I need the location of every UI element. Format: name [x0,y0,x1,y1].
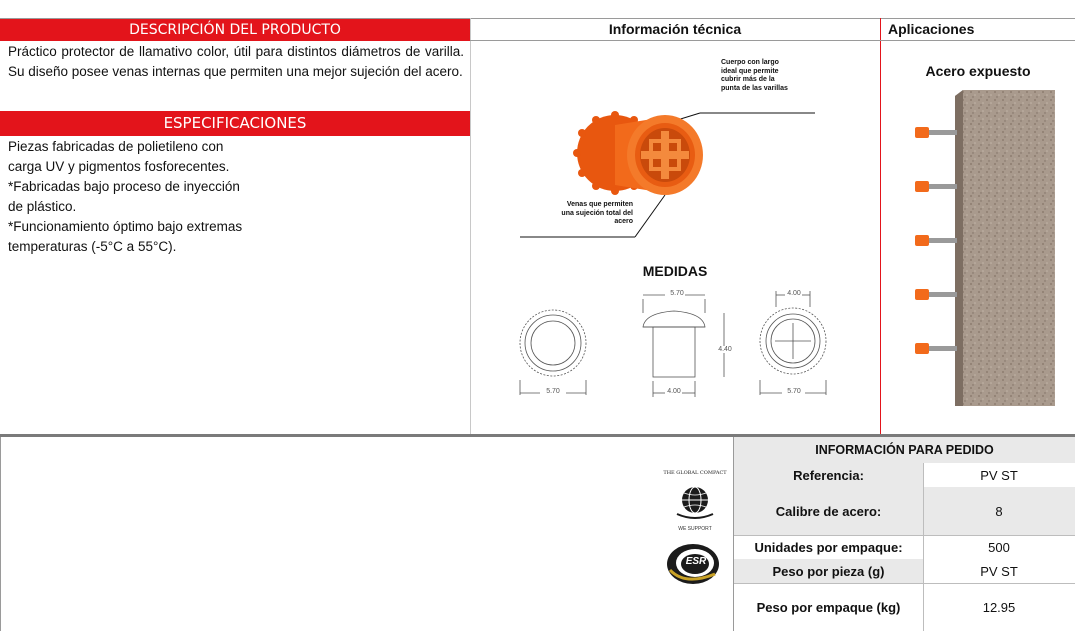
dim-back-top: 4.00 [787,290,801,297]
callout-line: Venas que permiten [566,201,633,208]
descripcion-header: DESCRIPCIÓN DEL PRODUCTO [0,19,470,41]
aplicaciones-title: Acero expuesto [925,63,1031,79]
header-underline [470,40,1075,41]
bottom-left-box [0,437,1,631]
pedido-row-line [734,535,1075,536]
column-divider-2 [880,18,881,434]
callout-line: cubrir más de la [721,76,775,83]
dim-front-width: 5.70 [546,388,560,395]
spec-line: *Funcionamiento óptimo bajo extremas [8,219,243,234]
pedido-row-calibre [734,487,1075,535]
pedido-value: 12.95 [982,599,1016,615]
pedido-value: 8 [923,487,1075,535]
descripcion-text: Práctico protector de llamativo color, útil para distintos diámetros de varilla. Su diseño posee venas internas que permiten una mejor sujeción del acero. [8,44,464,79]
pedido-label: Peso por pieza (g) [772,563,885,579]
medidas-title: MEDIDAS [642,263,708,279]
info-tecnica-header: Información técnica [608,21,742,37]
aplicaciones-header: Aplicaciones [888,21,975,37]
spec-line: carga UV y pigmentos fosforecentes. [8,159,230,174]
pedido-table [734,437,1075,631]
column-divider-1 [470,18,471,434]
dim-side-bottom: 4.00 [667,388,681,395]
spec-line: *Fabricadas bajo proceso de inyección [8,179,240,194]
dim-side-height: 4.40 [714,346,736,353]
pedido-row-peso-pieza [734,559,1075,583]
medidas-drawings [510,285,840,405]
pedido-col-divider [923,463,924,631]
spec-line: Piezas fabricadas de polietileno con [8,139,224,154]
pedido-label: Peso por empaque (kg) [756,599,901,615]
pedido-row-peso-empaque [734,583,1075,631]
pedido-value: 500 [988,539,1010,555]
pedido-label: Calibre de acero: [775,503,882,519]
dim-back-bottom: 5.70 [787,388,801,395]
especificaciones-header: ESPECIFICACIONES [0,111,470,136]
dim-side-top: 5.70 [670,290,684,297]
spec-line: temperaturas (-5°C a 55°C). [8,239,177,254]
spec-line: de plástico. [8,199,77,214]
pedido-value: PV ST [923,463,1075,487]
global-compact-name: THE GLOBAL COMPACT [663,470,727,476]
callout-line: acero [614,218,633,225]
callout-line: punta de las varillas [721,84,788,92]
global-compact-sub: WE SUPPORT [678,526,712,532]
callout-venas-label [525,201,633,227]
callout-line: Cuerpo con largo [721,59,779,66]
pedido-label: Referencia: [793,467,864,483]
pedido-header: INFORMACIÓN PARA PEDIDO [734,437,1075,463]
esr-logo-text: ESR [685,556,707,567]
pedido-row-referencia [734,463,1075,487]
callout-line: una sujeción total del [561,209,633,217]
pedido-value: PV ST [923,559,1075,583]
pedido-row-line [734,583,1075,584]
pedido-row-unidades [734,535,1075,559]
acero-expuesto-illustration [905,90,1065,410]
pedido-label: Unidades por empaque: [754,539,903,555]
especificaciones-list [8,137,308,257]
callout-body-label [721,59,821,93]
callout-line: ideal que permite [721,67,779,75]
